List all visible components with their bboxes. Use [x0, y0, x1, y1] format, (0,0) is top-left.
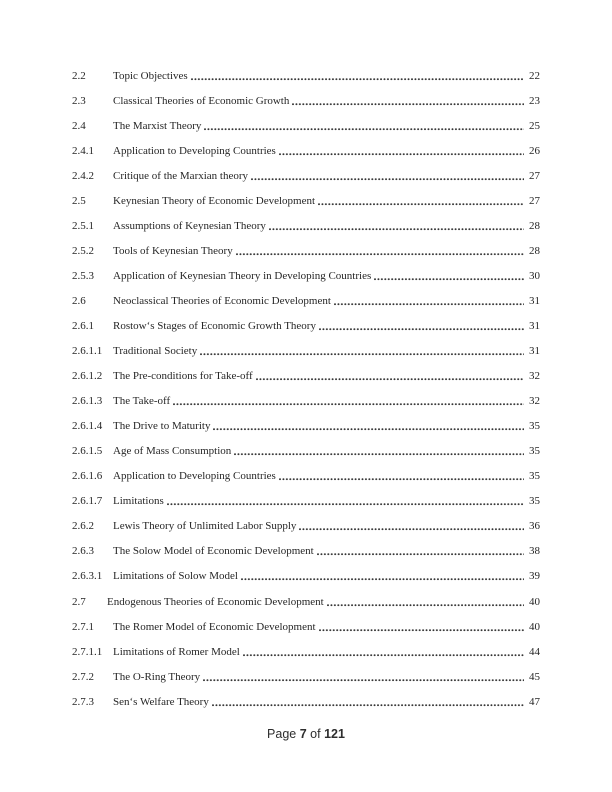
toc-entry-number: 2.7.3 — [72, 695, 94, 708]
toc-entry-page: 32 — [529, 370, 540, 383]
dot-leader — [319, 621, 524, 633]
toc-entry-title: The Marxist Theory — [113, 119, 202, 132]
toc-entry-title: Application of Keynesian Theory in Developing Countries — [113, 269, 372, 282]
toc-entry-title: Lewis Theory of Unlimited Labor Supply — [113, 520, 297, 533]
toc-entry-title: Limitations of Romer Model — [113, 645, 240, 658]
toc-entry-title: Application to Developing Countries — [113, 144, 276, 157]
dot-leader — [327, 596, 524, 608]
toc-entry-title: The O-Ring Theory — [113, 670, 201, 683]
toc-entry-title: Endogenous Theories of Economic Development — [107, 595, 324, 608]
toc-entry-number: 2.4.2 — [72, 169, 94, 182]
dot-leader — [251, 170, 524, 182]
dot-leader — [234, 445, 524, 457]
toc-entry[interactable] — [72, 614, 540, 639]
toc-entry[interactable] — [72, 439, 540, 464]
toc-entry[interactable] — [72, 163, 540, 188]
dot-leader — [319, 320, 524, 332]
toc-entry-page: 23 — [529, 94, 540, 107]
dot-leader — [334, 295, 524, 307]
toc-entry-page: 31 — [529, 319, 540, 332]
dot-leader — [269, 220, 524, 232]
dot-leader — [204, 120, 524, 132]
toc-entry-title: The Take-off — [113, 395, 171, 408]
toc-entry-page: 28 — [529, 244, 540, 257]
toc-entry[interactable] — [72, 63, 540, 88]
toc-entry-number: 2.2 — [72, 69, 86, 82]
toc-entry-title: Assumptions of Keynesian Theory — [113, 219, 266, 232]
toc-entry-page: 39 — [529, 570, 540, 583]
dot-leader — [318, 195, 524, 207]
table-of-contents — [72, 63, 540, 714]
toc-entry-title: Classical Theories of Economic Growth — [113, 94, 290, 107]
toc-entry-number: 2.7.2 — [72, 670, 94, 683]
toc-entry[interactable] — [72, 539, 540, 564]
toc-entry[interactable] — [72, 288, 540, 313]
footer-page-label: Page — [267, 727, 297, 741]
toc-entry-number: 2.6.1.1 — [72, 345, 103, 358]
toc-entry-page: 45 — [529, 670, 540, 683]
toc-entry-title: Neoclassical Theories of Economic Development — [113, 294, 331, 307]
toc-entry-number: 2.6.3 — [72, 545, 94, 558]
toc-entry-page: 35 — [529, 420, 540, 433]
toc-entry-number: 2.6.1.5 — [72, 445, 103, 458]
toc-entry[interactable] — [72, 389, 540, 414]
toc-entry-number: 2.5 — [72, 194, 86, 207]
toc-entry-number: 2.6.1.2 — [72, 370, 103, 383]
toc-entry-page: 35 — [529, 445, 540, 458]
dot-leader — [167, 495, 524, 507]
toc-entry-title: Traditional Society — [113, 345, 198, 358]
toc-entry-page: 32 — [529, 395, 540, 408]
toc-entry-page: 26 — [529, 144, 540, 157]
toc-entry-number: 2.7.1.1 — [72, 645, 103, 658]
toc-entry-title: Sen‘s Welfare Theory — [113, 695, 209, 708]
toc-entry[interactable] — [72, 639, 540, 664]
dot-leader — [200, 345, 524, 357]
toc-entry-title: Tools of Keynesian Theory — [113, 244, 233, 257]
toc-entry[interactable] — [72, 138, 540, 163]
toc-entry[interactable] — [72, 213, 540, 238]
toc-entry-title: The Pre-conditions for Take-off — [113, 370, 253, 383]
toc-entry-title: Keynesian Theory of Economic Development — [113, 194, 316, 207]
toc-entry-number: 2.4 — [72, 119, 86, 132]
toc-entry-title: The Romer Model of Economic Development — [113, 620, 316, 633]
toc-entry[interactable] — [72, 88, 540, 113]
toc-entry[interactable] — [72, 113, 540, 138]
toc-entry[interactable] — [72, 263, 540, 288]
toc-entry-number: 2.3 — [72, 94, 86, 107]
toc-entry-number: 2.5.3 — [72, 269, 94, 282]
toc-entry-number: 2.6.1 — [72, 319, 94, 332]
dot-leader — [212, 696, 524, 708]
dot-leader — [191, 70, 524, 82]
toc-entry-page: 25 — [529, 119, 540, 132]
toc-entry-page: 22 — [529, 69, 540, 82]
toc-entry[interactable] — [72, 514, 540, 539]
toc-entry-page: 31 — [529, 345, 540, 358]
footer-current-page: 7 — [299, 727, 307, 741]
toc-entry[interactable] — [72, 589, 540, 614]
toc-entry-title: Critique of the Marxian theory — [113, 169, 249, 182]
toc-entry[interactable] — [72, 313, 540, 338]
toc-entry-page: 38 — [529, 545, 540, 558]
toc-entry[interactable] — [72, 689, 540, 714]
toc-entry[interactable] — [72, 664, 540, 689]
toc-entry-page: 30 — [529, 269, 540, 282]
toc-entry-number: 2.7 — [72, 595, 86, 608]
dot-leader — [236, 245, 524, 257]
toc-entry-title: Age of Mass Consumption — [113, 445, 232, 458]
toc-entry-title: Limitations — [113, 495, 164, 508]
toc-entry-page: 28 — [529, 219, 540, 232]
dot-leader — [374, 270, 524, 282]
dot-leader — [299, 520, 524, 532]
toc-entry-page: 35 — [529, 495, 540, 508]
toc-entry[interactable] — [72, 414, 540, 439]
dot-leader — [213, 420, 524, 432]
dot-leader — [279, 145, 524, 157]
toc-entry-number: 2.4.1 — [72, 144, 94, 157]
toc-entry-number: 2.7.1 — [72, 620, 94, 633]
dot-leader — [292, 95, 524, 107]
toc-entry[interactable] — [72, 464, 540, 489]
toc-entry-title: Limitations of Solow Model — [113, 570, 238, 583]
toc-entry-number: 2.6.1.4 — [72, 420, 103, 433]
toc-entry-page: 36 — [529, 520, 540, 533]
toc-entry-page: 40 — [529, 595, 540, 608]
toc-entry-page: 27 — [529, 169, 540, 182]
toc-entry-number: 2.6.1.6 — [72, 470, 103, 483]
dot-leader — [317, 545, 524, 557]
toc-entry-number: 2.6.3.1 — [72, 570, 103, 583]
toc-entry[interactable] — [72, 339, 540, 364]
toc-entry[interactable] — [72, 564, 540, 589]
toc-entry-title: Topic Objectives — [113, 69, 188, 82]
toc-entry-page: 35 — [529, 470, 540, 483]
toc-entry[interactable] — [72, 364, 540, 389]
dot-leader — [203, 671, 524, 683]
toc-entry[interactable] — [72, 188, 540, 213]
dot-leader — [279, 470, 524, 482]
toc-entry-number: 2.6 — [72, 294, 86, 307]
dot-leader — [256, 370, 524, 382]
toc-entry-page: 31 — [529, 294, 540, 307]
dot-leader — [173, 395, 524, 407]
dot-leader — [243, 646, 524, 658]
toc-entry-title: The Drive to Maturity — [113, 420, 211, 433]
footer-total-pages: 121 — [324, 727, 345, 741]
footer-of-label: of — [310, 727, 321, 741]
toc-entry-page: 47 — [529, 695, 540, 708]
toc-entry[interactable] — [72, 489, 540, 514]
toc-entry-page: 40 — [529, 620, 540, 633]
dot-leader — [241, 570, 524, 582]
page-footer — [0, 727, 612, 741]
toc-entry-page: 27 — [529, 194, 540, 207]
toc-entry-number: 2.5.2 — [72, 244, 94, 257]
toc-entry-page: 44 — [529, 645, 540, 658]
toc-entry-number: 2.6.1.3 — [72, 395, 103, 408]
toc-entry-number: 2.5.1 — [72, 219, 94, 232]
toc-entry-title: Application to Developing Countries — [113, 470, 276, 483]
toc-entry-title: The Solow Model of Economic Development — [113, 545, 314, 558]
toc-entry-title: Rostow‘s Stages of Economic Growth Theory — [113, 319, 316, 332]
toc-entry-number: 2.6.1.7 — [72, 495, 103, 508]
toc-entry[interactable] — [72, 238, 540, 263]
toc-entry-number: 2.6.2 — [72, 520, 94, 533]
